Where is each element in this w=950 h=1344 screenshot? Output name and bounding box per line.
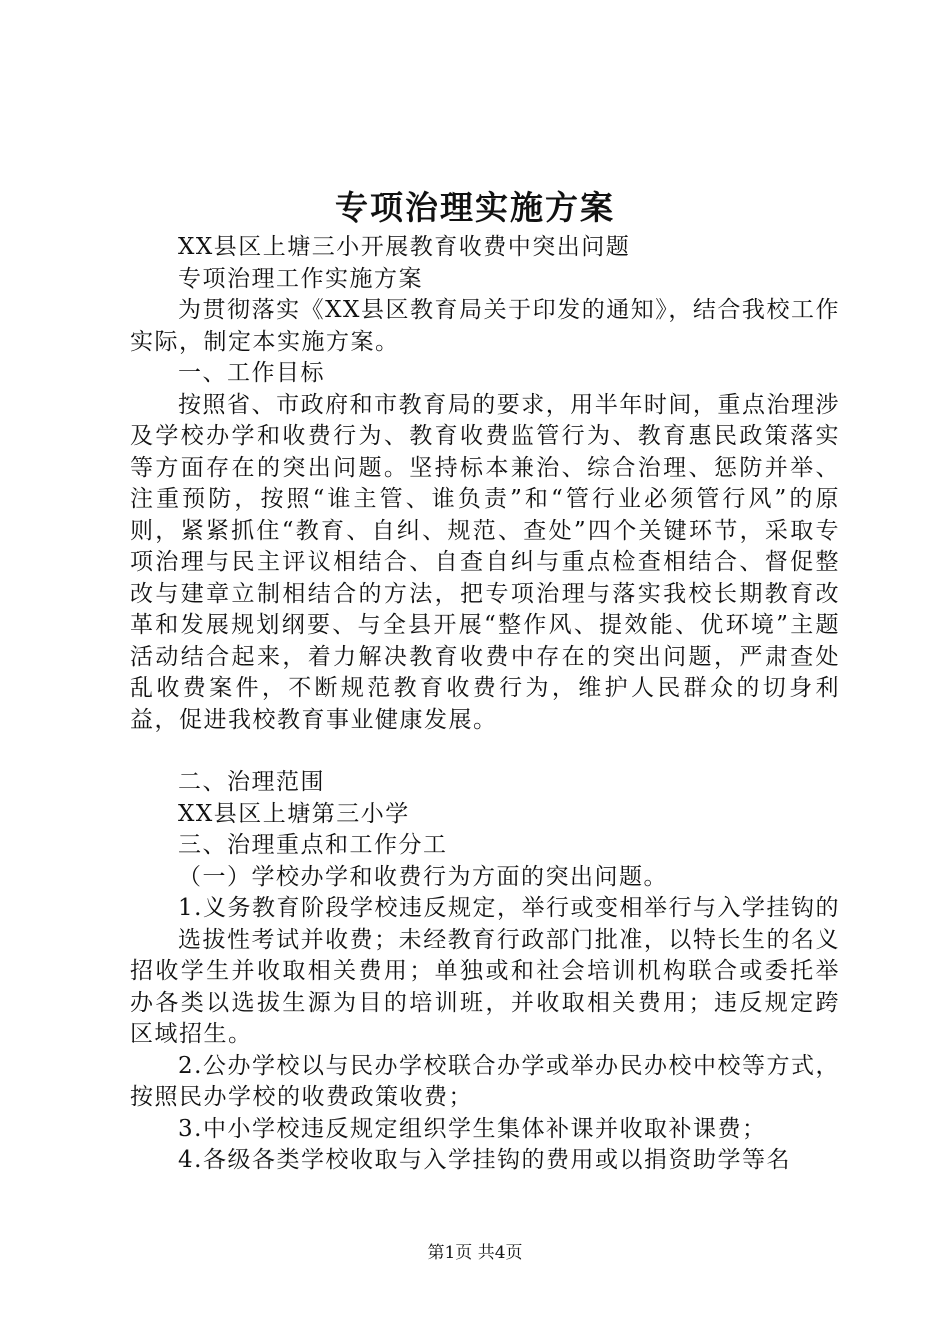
- paragraph-scope: XX县区上塘第三小学: [178, 800, 410, 827]
- list-item-2: 2.公办学校以与民办学校联合办学或举办民办校中校等方式，按照民办学校的收费政策收费；: [130, 1052, 840, 1110]
- paragraph-school-name: XX县区上塘三小开展教育收费中突出问题: [178, 234, 631, 260]
- heading-scope: 二、治理范围: [178, 769, 325, 795]
- paragraph-work-goal: 按照省、市政府和市教育局的要求，用半年时间，重点治理涉及学校办学和收费行为、教育收费监管行为、教育惠民政策落实等方面存在的突出问题。坚持标本兼治、综合治理、惩防并举、注重预防，按照“谁主管、谁负责”和“管行业必须管行风”的原则，紧紧抓住“教育、自纠、规范、查处”四个关键环节，采取专项治理与民主评议相结合、自查自纠与重点检查相结合、督促整改与建章立制相结合的方法，把专项治理与落实我校长期教育改革和发展规划纲要、与全县开展“整作风、提效能、优环境”主题活动结合起来，着力解决教育收费中存在的突出问题，严肃查处乱收费案件，不断规范教育收费行为，维护人民群众的切身利益，促进我校教育事业健康发展。: [130, 391, 840, 733]
- page-number-footer: 第1页 共4页: [427, 1243, 523, 1263]
- heading-key-points: 三、治理重点和工作分工: [178, 832, 448, 858]
- list-item-1: 1.义务教育阶段学校违反规定，举行或变相举行与入学挂钩的: [178, 895, 840, 921]
- list-item-1-continued: 选拔性考试并收费；未经教育行政部门批准，以特长生的名义招收学生并收取相关费用；单独或和社会培训机构联合或委托举办各类以选拔生源为目的培训班，并收取相关费用；违反规定跨区域招生。: [130, 926, 840, 1047]
- paragraph-plan-name: 专项治理工作实施方案: [178, 265, 423, 292]
- list-item-4: 4.各级各类学校收取与入学挂钩的费用或以捐资助学等名: [178, 1147, 791, 1173]
- document-body: [130, 232, 840, 1177]
- paragraph-intro: 为贯彻落实《XX县区教育局关于印发的通知》，结合我校工作实际，制定本实施方案。: [130, 297, 840, 355]
- heading-work-goal: 一、工作目标: [178, 360, 325, 386]
- subheading-school-behavior: （一）学校办学和收费行为方面的突出问题。: [178, 863, 668, 890]
- document-title: 专项治理实施方案: [335, 188, 615, 227]
- list-item-3: 3.中小学校违反规定组织学生集体补课并收取补课费；: [178, 1115, 767, 1142]
